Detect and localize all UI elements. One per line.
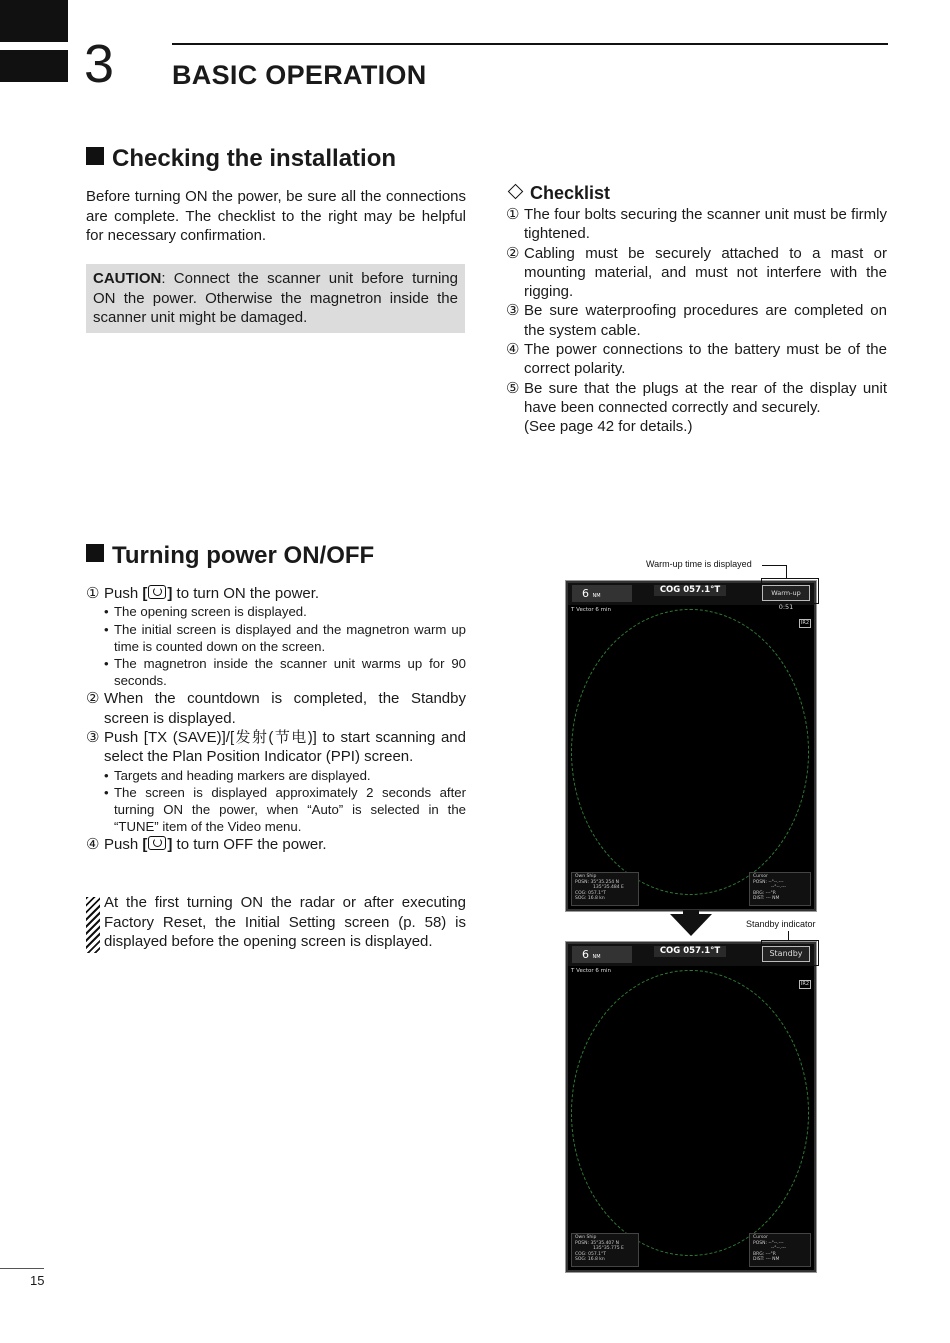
step-text: Push [TX (SAVE)]/[发射(节电)] to start scanning and select the Plan Position Indicator (PPI) screen.	[104, 728, 466, 766]
lon-value: 135°35.775 E	[593, 1246, 624, 1252]
value: 35°35.407 N	[590, 1240, 619, 1246]
checklist-item	[506, 379, 887, 418]
radar-screen-standby	[566, 942, 816, 1272]
range-value: 6	[582, 587, 589, 600]
step-3-bullets	[86, 767, 466, 836]
panel-title: Cursor	[753, 1235, 768, 1240]
cog-label: COG	[659, 946, 681, 956]
page-number-rule	[0, 1268, 44, 1269]
step-text: Push	[104, 585, 143, 602]
sog-row	[575, 896, 635, 902]
step-4	[86, 835, 466, 854]
panel-title: Own Ship	[575, 1235, 597, 1240]
callout-frame-standby	[761, 940, 819, 966]
dist-row	[753, 896, 807, 902]
bullet-item: • The magnetron inside the scanner unit warms up for 90 seconds.	[104, 655, 466, 689]
chapter-tab-bottom	[0, 50, 68, 82]
note-icon	[86, 897, 100, 953]
range-ring	[571, 970, 809, 1256]
warmup-status: Warm-up 0:51	[762, 585, 810, 601]
caution-text: : Connect the scanner unit before turning ON the power. Otherwise the magnetron inside the scanner unit might be damaged.	[93, 270, 458, 326]
section-heading-power	[86, 542, 374, 570]
label: DIST:	[753, 1257, 765, 1263]
step-3	[86, 728, 466, 767]
caution-label: CAUTION	[93, 270, 162, 287]
step-number: ②	[86, 690, 100, 708]
panel-title: Cursor	[753, 874, 768, 879]
reference-text: (See page 42 for details.)	[524, 418, 693, 436]
posn2-value: --°--.---	[771, 885, 787, 891]
callout-line	[762, 565, 787, 566]
label: COG:	[575, 890, 587, 896]
callout-standby: Standby indicator	[746, 919, 816, 929]
caution-box	[86, 264, 465, 333]
checklist	[506, 205, 887, 437]
bullet-item: • The initial screen is displayed and the magnetron warm up time is counted down on the screen.	[104, 621, 466, 655]
step-text: to turn ON the power.	[172, 585, 320, 602]
step-number: ③	[86, 728, 100, 746]
step-1	[86, 584, 466, 603]
checklist-reference	[506, 417, 887, 436]
cog-value: 057.1°T	[683, 946, 721, 956]
sog-row	[575, 1257, 635, 1263]
step-number: ④	[86, 836, 100, 854]
vector-label: T Vector 6 min	[571, 607, 612, 613]
label: DIST:	[753, 896, 765, 902]
label: BRG:	[753, 890, 765, 896]
cursor-panel	[749, 872, 811, 906]
square-bullet-icon	[86, 544, 104, 562]
note-block	[86, 893, 466, 952]
power-key-icon: [ ]	[142, 585, 173, 602]
value: --°--.---	[768, 879, 784, 885]
note-text: At the first turning ON the radar or after executing Factory Reset, the Initial Setting screen (p. 58) is displayed before the opening screen is displayed.	[104, 894, 466, 950]
bullet-item: • The screen is displayed approximately 2 seconds after turning ON the power, when “Auto” is selected in the “TUNE” item of the Video menu.	[104, 784, 466, 836]
label: SOG:	[575, 1257, 587, 1263]
callout-frame-warmup	[761, 578, 819, 604]
value: 057.1°T	[588, 890, 607, 896]
label: SOG:	[575, 896, 587, 902]
checklist-title: Checklist	[530, 183, 611, 203]
page-number: 15	[30, 1273, 45, 1288]
label: POSN:	[575, 1240, 589, 1246]
checklist-item	[506, 244, 887, 302]
bullet-item: • Targets and heading markers are displayed.	[104, 767, 466, 784]
item-text: Be sure that the plugs at the rear of the display unit have been connected correctly and securely.	[524, 379, 887, 416]
label: COG:	[575, 1251, 587, 1257]
callout-warmup: Warm-up time is displayed	[646, 559, 752, 569]
diamond-icon	[508, 184, 524, 200]
chapter-title: BASIC OPERATION	[172, 60, 427, 90]
intro-paragraph: Before turning ON the power, be sure all the connections are complete. The checklist to the right may be helpful for necessary confirmation.	[86, 188, 466, 244]
radar-screen-warmup	[566, 581, 816, 911]
item-number: ④	[506, 341, 520, 359]
vector-label: T Vector 6 min	[571, 968, 612, 974]
range-unit: NM	[592, 593, 601, 599]
power-steps	[86, 584, 466, 855]
value: 16.8 kn	[587, 896, 605, 902]
step-number: ①	[86, 585, 100, 602]
standby-status: Standby	[762, 946, 810, 962]
range-unit: NM	[592, 954, 601, 960]
posn2-value: --°--.---	[771, 1246, 787, 1252]
step-text: to turn OFF the power.	[172, 836, 327, 854]
item-text: The four bolts securing the scanner unit must be firmly tightened.	[524, 206, 887, 243]
step-text: Push	[104, 836, 143, 854]
item-number: ①	[506, 206, 520, 223]
cog-value: 057.1°T	[683, 585, 721, 595]
own-ship-panel	[571, 872, 639, 906]
value: --°--.---	[768, 1240, 784, 1246]
label: POSN:	[575, 879, 589, 885]
value: 057.1°T	[588, 1251, 607, 1257]
callout-line	[786, 565, 787, 579]
step-2	[86, 689, 466, 728]
value: ---°R	[765, 890, 776, 896]
power-key-icon: [ ]	[142, 836, 173, 854]
step-text: When the countdown is completed, the Standby screen is displayed.	[104, 690, 466, 727]
cog-readout	[654, 585, 726, 596]
lon-value: 135°35.484 E	[593, 885, 624, 891]
value: ---°R	[765, 1251, 776, 1257]
range-value: 6	[582, 948, 589, 961]
own-ship-panel	[571, 1233, 639, 1267]
down-arrow-icon	[670, 914, 712, 936]
bullet-item: • The opening screen is displayed.	[104, 603, 466, 620]
chapter-number: 3	[84, 34, 115, 94]
label: BRG:	[753, 1251, 765, 1257]
step-1-bullets	[86, 603, 466, 689]
value: 35°35.254 N	[590, 879, 619, 885]
dist-row	[753, 1257, 807, 1263]
ir-indicator: IR2	[800, 620, 810, 626]
checklist-item	[506, 301, 887, 340]
header-rule	[172, 43, 888, 45]
checklist-item	[506, 205, 887, 244]
range-ring	[571, 609, 809, 895]
range-indicator	[572, 946, 632, 963]
item-number: ②	[506, 244, 520, 262]
section-title-text: Checking the installation	[112, 145, 397, 172]
label: POSN:	[753, 879, 767, 885]
item-number: ③	[506, 302, 520, 320]
value: --- NM	[765, 1257, 780, 1263]
square-bullet-icon	[86, 147, 104, 165]
cursor-panel	[749, 1233, 811, 1267]
checklist-heading	[506, 183, 610, 204]
checklist-item	[506, 340, 887, 379]
range-indicator	[572, 585, 632, 602]
item-number: ⑤	[506, 379, 520, 397]
ir-indicator: IR2	[800, 981, 810, 987]
item-text: Be sure waterproofing procedures are completed on the system cable.	[524, 302, 887, 339]
label: POSN:	[753, 1240, 767, 1246]
item-text: The power connections to the battery must be of the correct polarity.	[524, 341, 887, 378]
panel-title: Own Ship	[575, 874, 597, 879]
cog-readout	[654, 946, 726, 957]
item-text: Cabling must be securely attached to a mast or mounting material, and must not interfere with the rigging.	[524, 244, 887, 301]
value: 16.8 kn	[587, 1257, 605, 1263]
value: --- NM	[765, 896, 780, 902]
section-heading-installation	[86, 145, 396, 173]
cog-label: COG	[659, 585, 681, 595]
chapter-tab-top	[0, 0, 68, 42]
section-title-text: Turning power ON/OFF	[112, 542, 375, 569]
